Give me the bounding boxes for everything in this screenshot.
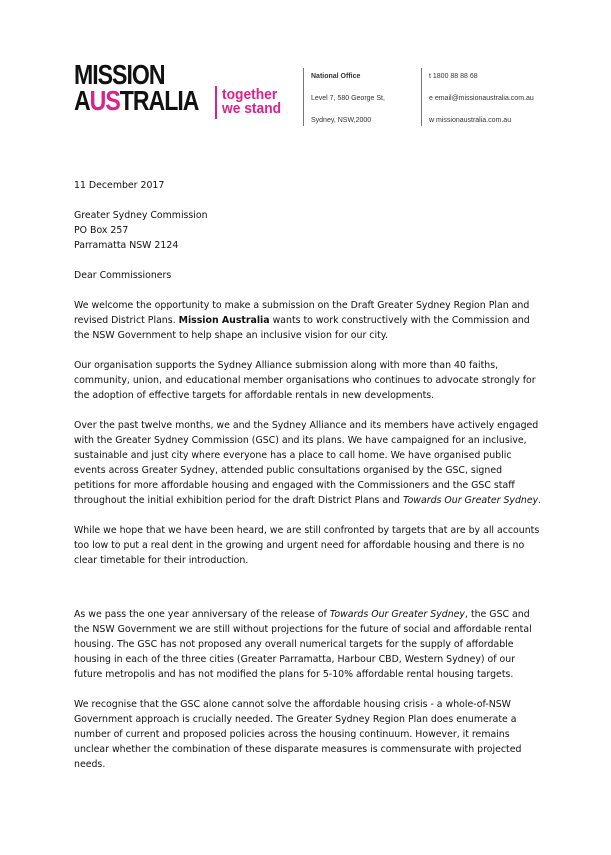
recipient-line: Greater Sydney Commission	[74, 210, 208, 221]
office-heading: National Office	[311, 73, 361, 80]
contact-web: w missionaustralia.com.au	[429, 117, 512, 124]
logo-line-2: AUSTRALIA	[74, 85, 199, 116]
header-divider-1	[303, 68, 304, 126]
header-divider-2	[421, 68, 422, 126]
letter-body	[74, 178, 544, 787]
contact-email: e email@missionaustralia.com.au	[429, 95, 534, 102]
mission-australia-logo	[74, 59, 222, 116]
recipient-line: PO Box 257	[74, 225, 129, 236]
paragraph-1: We welcome the opportunity to make a submission on the Draft Greater Sydney Region Plan and revised District Plans. Mission Australia wants to work constructively with the Commission and the NSW Government to help shape an inclusive vision for our city.	[74, 300, 530, 341]
logo-divider	[215, 86, 217, 119]
office-block	[311, 72, 385, 126]
recipient-address	[74, 208, 544, 253]
paragraph-6: We recognise that the GSC alone cannot solve the affordable housing crisis - a whole-of-NSW Government approach is crucially needed. The Greater Sydney Region Plan does enumerate a number of current and proposed policies across the housing continuum. However, it remains unclear whether the combination of these disparate measures is commensurate with projected needs.	[74, 699, 522, 770]
contact-block	[429, 72, 534, 126]
logo-line-1: MISSION	[74, 59, 165, 90]
paragraph-3: Over the past twelve months, we and the Sydney Alliance and its members have actively engaged with the Greater Sydney Commission (GSC) and its plans. We have campaigned for an inclusive, sustainable and just city where everyone has a place to call home. We have organised public events across Greater Sydney, attended public consultations organised by the GSC, signed petitions for more affordable housing and engaged with the Commissioners and the GSC staff throughout the initial exhibition period for the draft District Plans and Towards Our Greater Sydney.	[74, 420, 542, 506]
paragraph-2: Our organisation supports the Sydney Alliance submission along with more than 40 faiths, community, union, and educational member organisations who continues to advocate strongly for the adoption of effective targets for affordable rentals in new developments.	[74, 360, 536, 401]
recipient-line: Parramatta NSW 2124	[74, 240, 179, 251]
logo-tagline: together we stand	[222, 86, 282, 117]
paragraph-5: As we pass the one year anniversary of the release of Towards Our Greater Sydney, the GSC and the NSW Government we are still without projections for the future of social and affordable rental housing. The GSC has not proposed any overall numerical targets for the supply of affordable housing in each of the three cities (Greater Parramatta, Harbour CBD, Western Sydney) of our future metropolis and has not modified the plans for 5-10% affordable rental housing targets.	[74, 609, 532, 680]
letter-date: 11 December 2017	[74, 180, 165, 191]
salutation: Dear Commissioners	[74, 270, 172, 281]
contact-phone: t 1800 88 88 68	[429, 73, 478, 80]
office-address-line-2: Sydney, NSW,2000	[311, 117, 372, 124]
office-address-line-1: Level 7, 580 George St,	[311, 95, 385, 102]
paragraph-4: While we hope that we have been heard, we are still confronted by targets that are by all accounts too low to put a real dent in the growing and urgent need for affordable housing and there is no clear timetable for their introduction.	[74, 525, 540, 566]
